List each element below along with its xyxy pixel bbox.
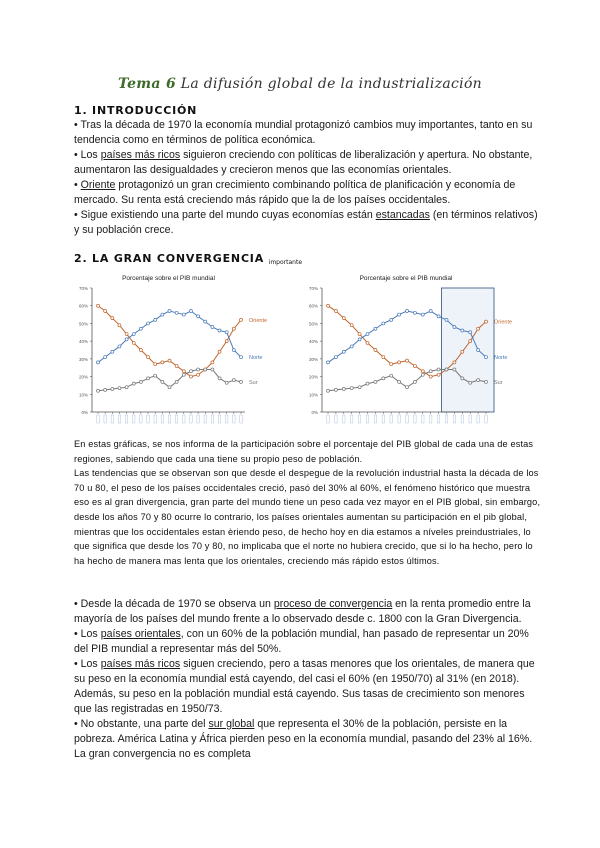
x-tick-label	[125, 415, 127, 423]
x-tick-label	[437, 415, 439, 423]
bullet-text: • Desde la década de 1970 se observa un	[74, 598, 274, 610]
x-tick-label	[406, 415, 408, 423]
series-line-oriente	[98, 306, 241, 377]
bullet-text: •	[74, 179, 81, 191]
x-tick-label	[335, 415, 337, 423]
x-tick-label	[382, 415, 384, 423]
x-tick-label	[469, 415, 471, 423]
y-tick-label: 70%	[308, 286, 318, 291]
y-tick-label: 40%	[78, 339, 88, 345]
x-tick-label	[211, 415, 213, 423]
chart-left	[68, 268, 293, 428]
x-tick-label	[240, 415, 242, 423]
y-tick-label: 60%	[308, 303, 318, 309]
x-tick-label	[461, 415, 463, 423]
x-tick-label	[147, 415, 149, 423]
y-tick-label: 20%	[78, 374, 88, 380]
document-title	[0, 76, 600, 92]
y-tick-label: 30%	[78, 356, 88, 362]
chart-left-svg	[68, 268, 293, 428]
chart-title: Porcentaje sobre el PIB mundial	[359, 275, 453, 282]
x-tick-label	[351, 415, 353, 423]
bullet-text: • Sigue existiendo una parte del mundo cuyas economías están	[74, 209, 376, 221]
underlined-term: países orientales	[100, 628, 181, 640]
legend-label-norte: Norte	[249, 355, 263, 362]
x-tick-label	[445, 415, 447, 423]
section-2-body	[74, 597, 544, 762]
legend-label-sur: Sur	[494, 379, 503, 386]
x-tick-label	[485, 415, 487, 423]
underlined-term: Oriente	[80, 179, 116, 191]
x-tick-label	[343, 415, 345, 423]
y-tick-label: 0%	[81, 410, 88, 415]
bullet-text: • No obstante, una parte del	[74, 718, 209, 730]
bullet-text: que representa el 30% de la población, persiste en la pobreza. América Latina y África pierden peso en la economía mundial, pasando del 23% al 16%. La gran convergencia no es completa	[74, 718, 533, 760]
intro-bullet	[74, 118, 544, 148]
handwritten-annotation: importante	[268, 259, 303, 266]
x-tick-label	[154, 415, 156, 423]
x-tick-label	[453, 415, 455, 423]
x-tick-label	[197, 415, 199, 423]
y-tick-label: 0%	[311, 410, 318, 415]
x-tick-label	[390, 415, 392, 423]
section-1-body	[74, 118, 544, 238]
bullet-text: en la renta promedio entre la mayoría de los países del mundo frente a lo observado desde c. 1800 con la Gran Divergencia.	[74, 598, 531, 625]
bullet-text: • Los	[74, 149, 101, 161]
y-tick-label: 50%	[308, 321, 318, 327]
x-tick-label	[374, 415, 376, 423]
highlight-box	[442, 288, 495, 412]
bullet-text: protagonizó un gran crecimiento combinando política de planificación y economía de mercado. Su renta está creciendo más rápido que la de los países occidentales.	[74, 179, 516, 206]
convergence-bullet	[74, 627, 544, 657]
chart-right-svg	[298, 268, 538, 428]
x-tick-label	[414, 415, 416, 423]
convergence-bullet	[74, 657, 544, 717]
intro-bullet	[74, 178, 544, 208]
x-tick-label	[398, 415, 400, 423]
legend-label-sur: Sur	[249, 379, 258, 386]
convergence-bullet	[74, 717, 544, 762]
title-prefix: Tema 6	[117, 76, 177, 92]
convergence-bullet	[74, 597, 544, 627]
y-tick-label: 70%	[78, 286, 88, 291]
x-tick-label	[104, 415, 106, 423]
chart-title: Porcentaje sobre el PIB mundial	[122, 275, 215, 282]
section-2-heading	[74, 252, 302, 266]
x-tick-label	[161, 415, 163, 423]
legend-label-oriente: Oriente	[249, 317, 268, 324]
bullet-text: siguen creciendo, pero a tasas menores que los orientales, de manera que su peso en la economía mundial está cayendo, del casi el 60% (en 1950/70) al 31% (en 2018). Además, su peso en la población mundial está cayendo. Sus tasas de crecimiento son menores que las registradas en 1950/73.	[74, 658, 535, 715]
y-tick-label: 30%	[308, 356, 318, 362]
underlined-term: países más ricos	[100, 658, 181, 670]
bullet-text: • Tras la década de 1970 la economía mundial protagonizó cambios muy importantes, tanto en su tendencia como en términos de política económica.	[74, 119, 533, 146]
bullet-text: (en términos relativos) y su población crece.	[74, 209, 538, 236]
y-tick-label: 40%	[308, 339, 318, 345]
x-tick-label	[477, 415, 479, 423]
intro-bullet	[74, 148, 544, 178]
y-tick-label: 60%	[78, 303, 88, 309]
underlined-term: proceso de convergencia	[273, 598, 393, 610]
chart-explanation	[74, 437, 544, 568]
x-tick-label	[140, 415, 142, 423]
x-tick-label	[111, 415, 113, 423]
underlined-term: estancadas	[375, 209, 430, 221]
underlined-term: sur global	[208, 718, 255, 730]
x-tick-label	[422, 415, 424, 423]
y-tick-label: 50%	[78, 321, 88, 327]
explanation-paragraph-2: Las tendencias que se observan son que desde el despegue de la revolución industrial hasta la década de los 70 u 80, el peso de los países occidentales creció, pasó del 30% al 60%, el fenómeno histórico que muestra eso es al gran divergencia, gran parte del mundo tiene un peso cada vez mayor en el PIB global, sin embargo, desde los años 70 y 80 ocurre lo contrario, los países orientales aumentan su participación en el pib global, mientras que los occidentales estan èriendo peso, de hecho hoy en dia estamos a níveles preindustriales, lo que significa que desde los 70 y 80, no implicaba que el norte no hubiera crecido, que si lo ha hecho, pero lo ha hecho de manera mas lenta que los orientales, creciendo más rápido estos últimos.	[74, 468, 541, 566]
x-tick-label	[168, 415, 170, 423]
legend-label-norte: Norte	[494, 355, 508, 362]
x-tick-label	[97, 415, 99, 423]
x-tick-label	[118, 415, 120, 423]
bullet-text: • Los	[74, 658, 101, 670]
legend-label-oriente: Oriente	[494, 319, 513, 326]
x-tick-label	[204, 415, 206, 423]
x-tick-label	[233, 415, 235, 423]
y-tick-label: 10%	[308, 392, 318, 398]
intro-bullet	[74, 208, 544, 238]
x-tick-label	[430, 415, 432, 423]
section-2-heading-text: 2. LA GRAN CONVERGENCIA	[74, 252, 265, 265]
x-tick-label	[190, 415, 192, 423]
x-tick-label	[366, 415, 368, 423]
y-tick-label: 20%	[308, 374, 318, 380]
x-tick-label	[133, 415, 135, 423]
bullet-text: , con un 60% de la población mundial, han pasado de representar un 20% del PIB mundial a representar más del 50%.	[74, 628, 529, 655]
series-line-norte	[98, 311, 241, 362]
underlined-term: países más ricos	[100, 149, 181, 161]
x-tick-label	[327, 415, 329, 423]
title-main: La difusión global de la industrialización	[180, 76, 482, 92]
x-tick-label	[358, 415, 360, 423]
bullet-text: siguieron creciendo con políticas de liberalización y apertura. No obstante, aumentaron las desigualdades y crecieron menos que las economías orientales.	[74, 149, 533, 176]
bullet-text: • Los	[74, 628, 101, 640]
explanation-paragraph-1: En estas gráficas, se nos informa de la participación sobre el porcentaje del PIB global de cada una de estas regiones, sabiendo que cada una tiene su propio peso de población.	[74, 439, 534, 464]
y-tick-label: 10%	[78, 392, 88, 398]
section-1-heading: 1. INTRODUCCIÓN	[74, 104, 198, 117]
x-tick-label	[226, 415, 228, 423]
x-tick-label	[175, 415, 177, 423]
x-tick-label	[218, 415, 220, 423]
chart-right	[298, 268, 538, 428]
x-tick-label	[183, 415, 185, 423]
